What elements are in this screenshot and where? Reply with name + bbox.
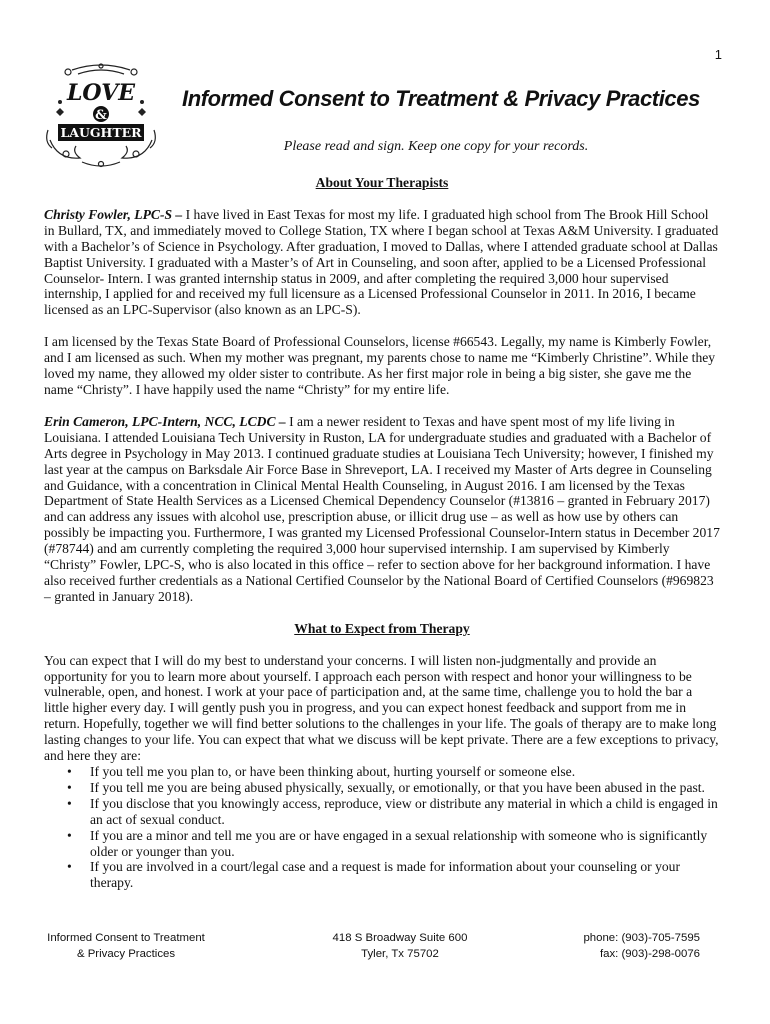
list-item (44, 859, 720, 891)
christy-bio-paragraph (44, 207, 720, 318)
list-item (44, 828, 720, 860)
about-therapists-heading: About Your Therapists (315, 175, 449, 190)
footer-left-line2: & Privacy Practices (76, 948, 176, 960)
privacy-exceptions-list (44, 764, 720, 891)
list-item-text: If you disclose that you knowingly access, reproduce, view or distribute any material in which a child is engaged in an act of sexual conduct. (90, 795, 718, 827)
erin-bio-text: I am a newer resident to Texas and have spent most of my life living in Louisiana. I attended Louisiana Tech University in Ruston, LA for undergraduate studies and graduated with a Bachelor of Arts degree in Psychology in May 2013. I continued graduate studies at Louisiana Tech University; however, I finished my last year at the campus on Barksdale Air Force Base in Shreveport, LA. I received my Master of Arts degree in Counseling and Guidance, with a concentration in Clinical Mental Health Counseling, in August 2016. I am licensed by the Texas Department of State Health Services as a Licensed Chemical Dependency Counselor (#13816 – granted in February 2017) and can address any issues with alcohol use, prescription abuse, or illicit drug use – as well as how use by others can possibly be impacting you. Furthermore, I was granted my Licensed Professional Counselor-Intern status in December 2017 (#78744) and am currently completing the required 3,000 hour supervised internship. I am supervised by Kimberly “Christy” Fowler, LPC-S, who is also located in this office – refer to section above for her background information. I have also received further credentials as a National Certified Counselor by the National Board of Certified Counselors (#969823 – granted in January 2018). (44, 413, 720, 604)
list-item (44, 764, 720, 780)
erin-bio-paragraph (44, 414, 720, 605)
list-item (44, 796, 720, 828)
document-subtitle: Please read and sign. Keep one copy for your records. (283, 139, 589, 154)
list-item-text: If you are a minor and tell me you are or have engaged in a sexual relationship with someone who is significantly older or younger than you. (90, 827, 708, 859)
what-to-expect-heading: What to Expect from Therapy (294, 620, 470, 636)
logo-ampersand: & (95, 108, 107, 123)
erin-name-lead: Erin Cameron, LPC-Intern, NCC, LCDC – (44, 413, 286, 429)
footer-phone: phone: (903)-705-7595 (583, 932, 700, 944)
list-item-text: If you are involved in a court/legal case and a request is made for information about your counseling or your therapy. (90, 859, 681, 891)
list-item-text: If you tell me you are being abused physically, sexually, or emotionally, or that you have been abused in the past. (90, 779, 705, 795)
footer-left-line1: Informed Consent to Treatment (47, 932, 205, 944)
footer-document-name (46, 930, 206, 962)
bullet-icon: • (67, 779, 72, 795)
christy-name-lead: Christy Fowler, LPC-S – (44, 206, 183, 222)
logo-word-laughter: LAUGHTER (60, 125, 142, 140)
bullet-icon: • (67, 764, 72, 779)
logo-word-love: LOVE (66, 80, 136, 106)
list-item-text: If you tell me you plan to, or have been thinking about, hurting yourself or someone else. (90, 764, 576, 779)
bullet-icon: • (67, 827, 72, 843)
footer-fax: fax: (903)-298-0076 (599, 948, 700, 960)
expect-intro-paragraph: You can expect that I will do my best to understand your concerns. I will listen non-judgmentally and provide an opportunity for you to learn more about yourself. I approach each person with respect and honor your willingness to be vulnerable, open, and honest. I work at your pace of participation and, at the same time, challenge you to hold the bar a little higher every day. I will gently push you in progress, and you can expect honest feedback and support from me in return. Hopefully, together we will find better solutions to the challenges in your life. The goals of therapy are to make long lasting changes to your life. You can expect that what we discuss will be kept private. There are a few exceptions to privacy, and here they are: (44, 652, 719, 764)
bullet-icon: • (67, 795, 72, 811)
christy-bio-text: I have lived in East Texas for most my life. I graduated high school from The Brook Hill School in Bullard, TX, and immediately moved to College Station, TX where I began school at Texas A&M University. I graduated with a Bachelor’s of Science in Psychology. After graduation, I moved to Dallas, where I attended graduate school at Dallas Baptist University. I graduated with a Master’s of Art in Counseling, and soon after, applied to be a Licensed Professional Counselor- Intern. I was granted internship status in 2009, and after completing the required 3,000 hour supervised internship, I applied for and received my full licensure as a Licensed Professional Counselor in 2011. In 2016, I became licensed as an LPC-Supervisor (also known as an LPC-S). (44, 206, 719, 318)
page-number: 1 (714, 47, 722, 62)
document-body (44, 175, 720, 891)
christy-license-paragraph: I am licensed by the Texas State Board of Professional Counselors, license #66543. Legally, my name is Kimberly Fowler, and I am licensed as such. When my mother was pregnant, my parents chose to name me “Kimberly Christine”. While they loved my name, they allowed my older sister to contribute. As her first major role in being a big sister, she gave me the name “Christy”. I have happily used the name “Christy” for my entire life. (44, 334, 716, 397)
footer-address-line1: 418 S Broadway Suite 600 (332, 932, 468, 944)
footer-address (310, 930, 490, 962)
bullet-icon: • (67, 859, 72, 875)
document-title: Informed Consent to Treatment & Privacy Practices (182, 86, 700, 111)
footer-contact (560, 930, 700, 962)
list-item (44, 780, 720, 796)
footer-address-line2: Tyler, Tx 75702 (361, 948, 439, 960)
